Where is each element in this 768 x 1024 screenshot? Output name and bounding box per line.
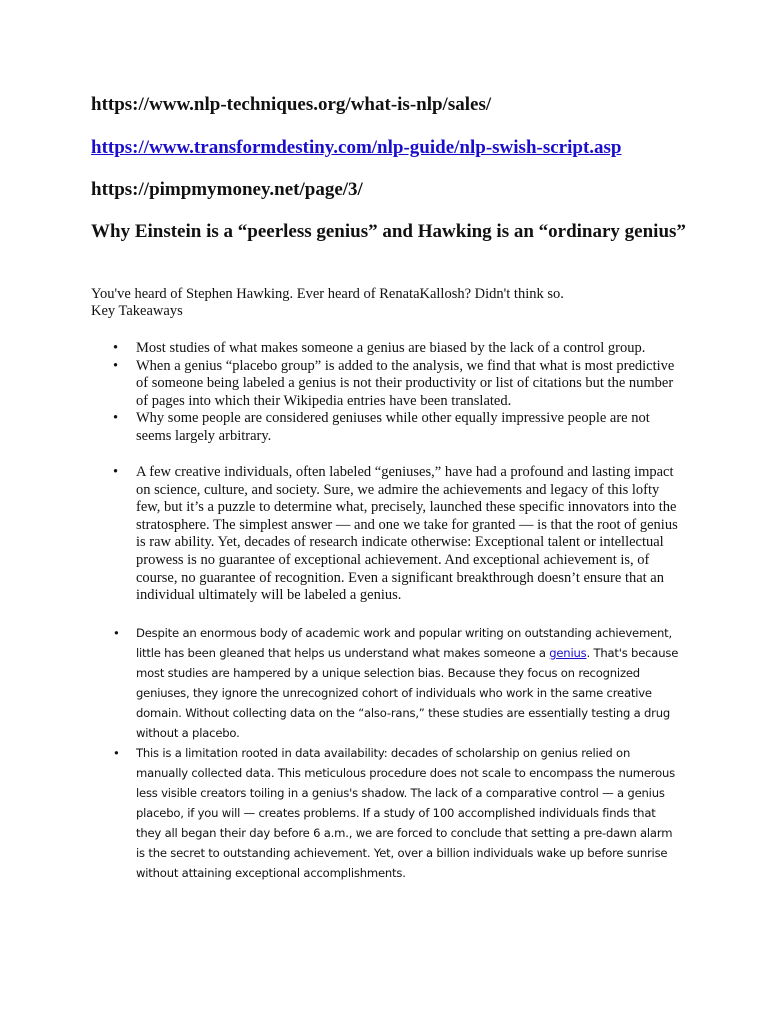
- paragraph-text: Despite an enormous body of academic work and popular writing on outstanding achievement, little has been gleaned that helps us understand what makes someone a: [136, 626, 672, 660]
- intro-line: You've heard of Stephen Hawking. Ever heard of RenataKallosh? Didn't think so.: [91, 286, 564, 302]
- article-title: Why Einstein is a “peerless genius” and Hawking is an “ordinary genius”: [91, 221, 686, 242]
- heading-url-transformdestiny: [91, 136, 621, 160]
- list-item: • When a genius “placebo group” is added to the analysis, we find that what is most predictive of someone being labeled a genius is not their productivity or list of citations but the number of pages into which their Wikipedia entries have been translated.: [91, 358, 681, 411]
- list-item: • This is a limitation rooted in data availability: decades of scholarship on genius relied on manually collected data. This meticulous procedure does not scale to encompass the numerous less visible creators toiling in a genius's shadow. The lack of a comparative control — a genius placebo, if you will — creates problems. If a study of 100 accomplished individuals finds that they all began their day before 6 a.m., we are forced to conclude that setting a pre-dawn alarm is the secret to outstanding achievement. Yet, over a billion individuals wake up before sunrise without attaining exceptional accomplishments.: [91, 743, 681, 883]
- key-takeaways-label: Key Takeaways: [91, 303, 183, 319]
- transformdestiny-link[interactable]: https://www.transformdestiny.com/nlp-guide/nlp-swish-script.asp: [91, 137, 622, 158]
- takeaways-list: [91, 340, 681, 446]
- list-item: [91, 623, 681, 743]
- body-list-serif: [91, 464, 681, 605]
- list-item: • Most studies of what makes someone a genius are biased by the lack of a control group.: [91, 340, 681, 358]
- intro-block: [91, 286, 711, 320]
- genius-link[interactable]: genius: [549, 646, 587, 660]
- paragraph-text: . That's because most studies are hampered by a unique selection bias. Because they focus on recognized geniuses, they ignore the unrecognized cohort of individuals who work in the same creative domain. Without collecting data on the “also-rans,” these studies are essentially testing a drug without a placebo.: [136, 646, 679, 740]
- list-item: • A few creative individuals, often labeled “geniuses,” have had a profound and lasting impact on science, culture, and society. Sure, we admire the achievements and legacy of this lofty few, but it’s a puzzle to determine what, precisely, launched these specific innovators into the stratosphere. The simplest answer — and one we take for granted — is that the root of genius is raw ability. Yet, decades of research indicate otherwise: Exceptional talent or intellectual prowess is no guarantee of exceptional achievement. And exceptional achievement is, of course, no guarantee of recognition. Even a significant breakthrough doesn’t ensure that an individual ultimately will be labeled a genius.: [91, 464, 681, 605]
- list-item: • Why some people are considered geniuses while other equally impressive people are not seems largely arbitrary.: [91, 410, 681, 445]
- heading-url-nlp-techniques: https://www.nlp-techniques.org/what-is-nlp/sales/: [91, 94, 492, 115]
- heading-url-pimpmymoney: https://pimpmymoney.net/page/3/: [91, 179, 363, 200]
- body-list-sans: [91, 623, 681, 883]
